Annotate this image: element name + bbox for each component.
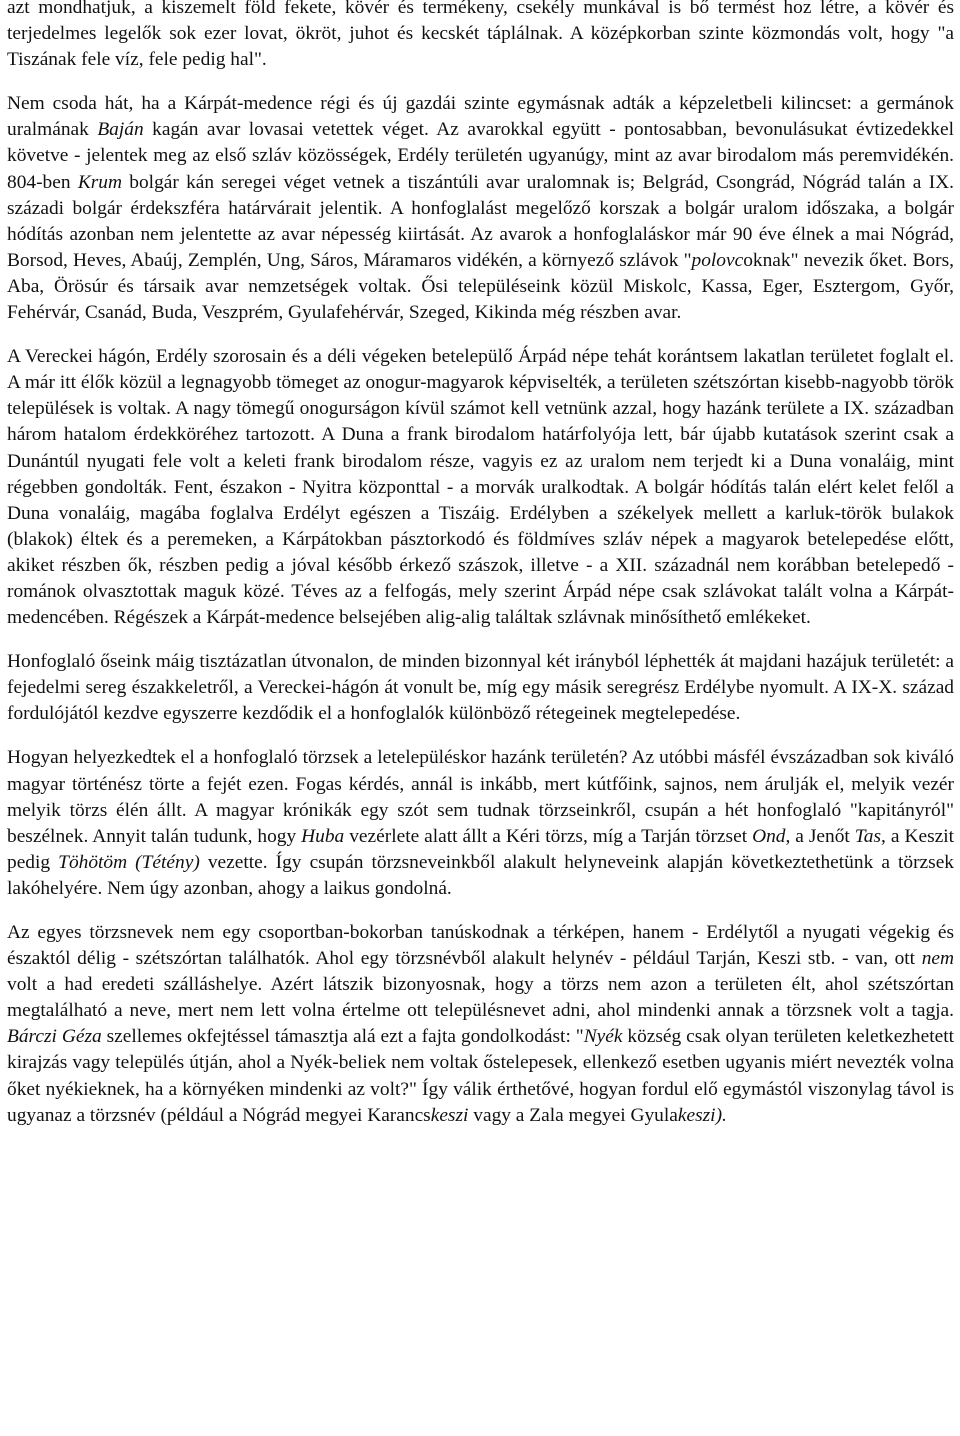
text-run: Nem csoda hát, ha a Kárpát-medence régi és új gazdái szinte egymásnak adták a képzeletbeli kilincset: a germánok uralmának [7,93,954,141]
text-run: Az egyes törzsnevek nem egy csoportban-bokorban tanúskodnak a térképen, hanem - Erdélytől a nyugati végekig és északtól délig - szétszórtan találhatók. Ahol egy törzsnévből alakult helynév - például Tarján, Keszi stb. - van, ott [7,922,954,970]
italic-name-krum: Krum [77,171,123,193]
text-run: , a Keszit pedig [7,825,954,873]
document-page [7,0,954,1147]
text-run: kagán avar lovasai vetettek véget. Az avarokkal együtt - pontosabban, bevonulásukat évtizedekkel követve - jelentek meg az első szláv közösségek, Erdély területén ugyanúgy, mint az avar birodalom más peremvidékén. 804-ben [7,119,954,193]
text-run: , a Jenőt [785,825,855,847]
text-run: volt a had eredeti szálláshelye. Azért látszik bizonyosnak, hogy a törzs nem azon a területen élt, ahol szétszórtan megtalálható a neve, mert nem lett volna értelme ott településnevet adni, ahol mindenki annak a törzsnek volt a tagja. [7,974,954,1022]
italic-word-nyek: Nyék [583,1026,623,1048]
paragraph-2 [7,91,954,326]
text-run: vagy a Zala megyei Gyula [468,1104,678,1126]
paragraph-4 [7,649,954,727]
italic-name-tohotom: Töhötöm (Tétény) [58,851,200,873]
text-run: Honfoglaló őseink máig tisztázatlan útvonalon, de minden bizonnyal két irányból léphették át majdani hazájuk területét: a fejedelmi sereg északkeletről, a Vereckei-hágón át vonult be, míg egy másik seregrész Erdélybe nyomult. A IX-X. század fordulójától kezdve egyszerre kezdődik el a honfoglalók különböző rétegeinek megtelepedése. [7,651,954,725]
text-run: vezette. Így csupán törzsneveinkből alakult helyneveink alapján következtethetünk a törzsek lakóhelyére. Nem úgy azonban, ahogy a laikus gondolná. [7,851,954,899]
italic-name-bajan: Baján [97,119,144,141]
text-run: A Vereckei hágón, Erdély szorosain és a déli végeken betelepülő Árpád népe tehát korántsem lakatlan területet foglalt el. A már itt élők közül a legnagyobb tömeget az onogur-magyarok képviselték, a területen szétszórtan kisebb-nagyobb török települések is voltak. A nagy tömegű onogurságon kívül számot kell vetnünk azzal, hogy hazánk területe a IX. században három hatalom érdekköréhez tartozott. A Duna a frank birodalom határfolyója lett, bár újabb kutatások szerint csak a Dunántúl nyugati fele volt a keleti frank birodalom része, vagyis ez az uralom nem terjedt ki a Duna vonaláig, mint régebben gondolták. Fent, északon - Nyitra központtal - a morvák uralkodtak. A bolgár hódítás talán elért kelet felől a Duna vonaláig, magába foglalva Erdélyt egészen a Tiszáig. Erdélyben a székelyek mellett a karluk-török bulakok (blakok) éltek és a peremeken, a Kárpátokban pásztorkodó és földmíves szláv népek a magyarok betelepedése előtt, akiket részben ők, részben pedig a jóval később érkező szászok, illetve - a XII. századnál nem korábban betelepedő - románok olvasztottak maguk közé. Téves az a felfogás, mely szerint Árpád népe csak szlávokat talált volna a Kárpát-medencében. Régészek a Kárpát-medence belsejében alig-alig találtak szlávnak minősíthető emlékeket. [7,346,954,629]
italic-suffix-keszi: keszi [430,1104,469,1126]
text-run: szellemes okfejtéssel támasztja alá ezt a fajta gondolkodást: " [101,1026,584,1048]
paragraph-6 [7,920,954,1129]
italic-name-barczi-geza: Bárczi Géza [7,1026,102,1048]
paragraph-5 [7,745,954,902]
text-run: bolgár kán seregei véget vetnek a tiszántúli avar uralomnak is; Belgrád, Csongrád, Nógrád talán a IX. századi bolgár érdekszféra határvárait jelentik. A honfoglalást megelőző korszak a bolgár uralom időszaka, a bolgár hódítás azonban nem jelentette az avar népesség kiirtását. Az avarok a honfoglaláskor már 90 éve élnek a mai Nógrád, Borsod, Heves, Abaúj, Zemplén, Ung, Sáros, Máramaros vidékén, a környező szlávok " [7,171,955,271]
text-run: oknak" nevezik őket. Bors, Aba, Örösúr és társaik avar nemzetségek voltak. Ősi településeink közül Miskolc, Kassa, Eger, Esztergom, Győr, Fehérvár, Csanád, Buda, Veszprém, Gyulafehérvár, Szeged, Kikinda még részben avar. [7,249,954,324]
paragraph-3 [7,344,954,631]
text-run: község csak olyan területen keletkezhetett kirajzás vagy település útján, ahol a Nyék-beliek nem voltak őstelepesek, ellenkező esetben ugyanis miért nevezték volna őket nyékieknek, ha a környéken mindenki az volt?" Így válik érthetővé, hogyan fordul elő egymástól viszonylag távol is ugyanaz a törzsnév (például a Nógrád megyei Karancs [7,1026,955,1126]
italic-name-ond: Ond [752,825,786,847]
text-run: vezérlete alatt állt a Kéri törzs, míg a Tarján törzset [344,825,753,847]
italic-word-polovc: polovc [691,249,744,271]
text-run: Hogyan helyezkedtek el a honfoglaló törzsek a letelepüléskor hazánk területén? Az utóbbi másfél évszázadban sok kiváló magyar történész törte a fejét ezen. Fogas kérdés, annál is inkább, mert kútfőink, sajnos, nem árulják el, melyik vezér melyik törzs élén állt. A magyar krónikák egy szót sem tudnak törzseinkről, csupán a hét honfoglaló "kapitányról" beszélnek. Annyit talán tudunk, hogy [7,747,954,847]
italic-name-huba: Huba [301,825,345,847]
text-run: azt mondhatjuk, a kiszemelt föld fekete, kövér és termékeny, csekély munkával is bő termést hoz létre, a kövér és terjedelmes legelők sok ezer lovat, ökröt, juhot és kecskét táplálnak. A középkorban szinte közmondás volt, hogy "a Tiszának fele víz, fele pedig hal". [7,0,954,71]
italic-suffix-keszi-end: keszi). [677,1104,727,1126]
paragraph-1 [7,0,954,73]
italic-name-tas: Tas [854,825,882,847]
italic-word-nem: nem [921,948,954,970]
